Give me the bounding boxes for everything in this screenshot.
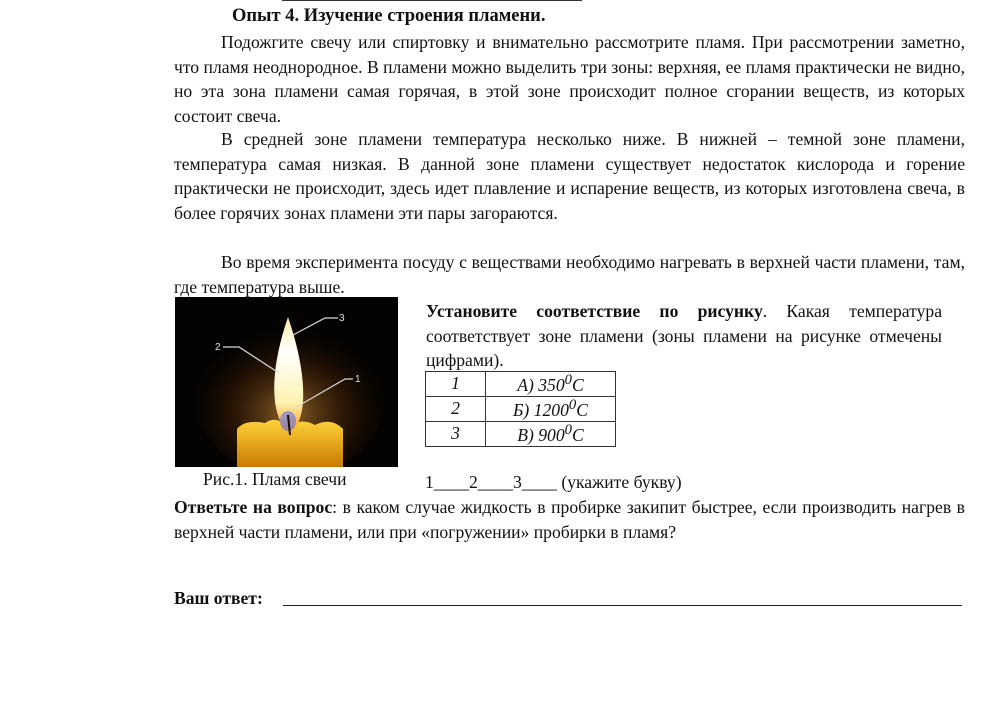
figure-label-3: 3 xyxy=(339,313,345,324)
paragraph-3: Во время эксперимента посуду с веществами необходимо нагревать в верхней части пламени, там, где температура выше. xyxy=(174,252,965,297)
zone-number: 2 xyxy=(426,396,486,421)
question-bold: Ответьте на вопрос xyxy=(174,497,333,517)
task-bold: Установите соответствие по рисунку xyxy=(426,301,763,321)
zone-number: 3 xyxy=(426,421,486,446)
candle-flame-image xyxy=(175,297,398,467)
matching-table xyxy=(425,371,616,447)
answer-label: Ваш ответ: xyxy=(174,588,263,608)
table-row xyxy=(426,372,616,397)
matching-task xyxy=(426,299,942,373)
question-text xyxy=(174,495,965,544)
temperature-option: Б) 1200$^0$C xyxy=(486,396,616,421)
table-row xyxy=(426,421,616,446)
question-body: : в каком случае жидкость в пробирке закипит быстрее, если производить нагрев в верхней части пламени, или при «погружении» пробирки в пламя? xyxy=(174,497,965,542)
temperature-option: А) $350^0C$ xyxy=(486,372,616,397)
figure-label-2: 2 xyxy=(215,342,221,353)
figure-caption: Рис.1. Пламя свечи xyxy=(203,469,347,489)
table-row xyxy=(426,396,616,421)
experiment-title: Опыт 4. Изучение строения пламени. xyxy=(232,6,546,26)
answer-blank-line[interactable] xyxy=(283,605,962,606)
top-rule xyxy=(282,0,582,2)
candle-flame-figure xyxy=(175,297,398,467)
paragraph-2: В средней зоне пламени температура несколько ниже. В нижней – темной зоне пламени, температура самая низкая. В данной зоне пламени существует недостаток кислорода и горение практически не происходит, здесь идет плавление и испарение веществ, из которых изготовлена свеча, в более горячих зонах пламени эти пары загораются. xyxy=(174,129,965,223)
zone-number: 1 xyxy=(426,372,486,397)
temperature-option: В) $900^0C$ xyxy=(486,421,616,446)
match-answer-blanks[interactable]: 1____2____3____ (укажите букву) xyxy=(425,472,682,492)
figure-label-1: 1 xyxy=(355,374,361,385)
paragraph-1: Подожгите свечу или спиртовку и внимательно рассмотрите пламя. При рассмотрении заметно, что пламя неоднородное. В пламени можно выделить три зоны: верхняя, ее пламя практически не видно, но эта зона пламени самая горячая, в этой зоне происходит полное сгорании веществ, из которых состоит свеча. xyxy=(174,32,965,126)
task-text: . Какая температура соответствует зоне пламени (зоны пламени на рисунке отмечены цифрами). xyxy=(426,301,943,370)
